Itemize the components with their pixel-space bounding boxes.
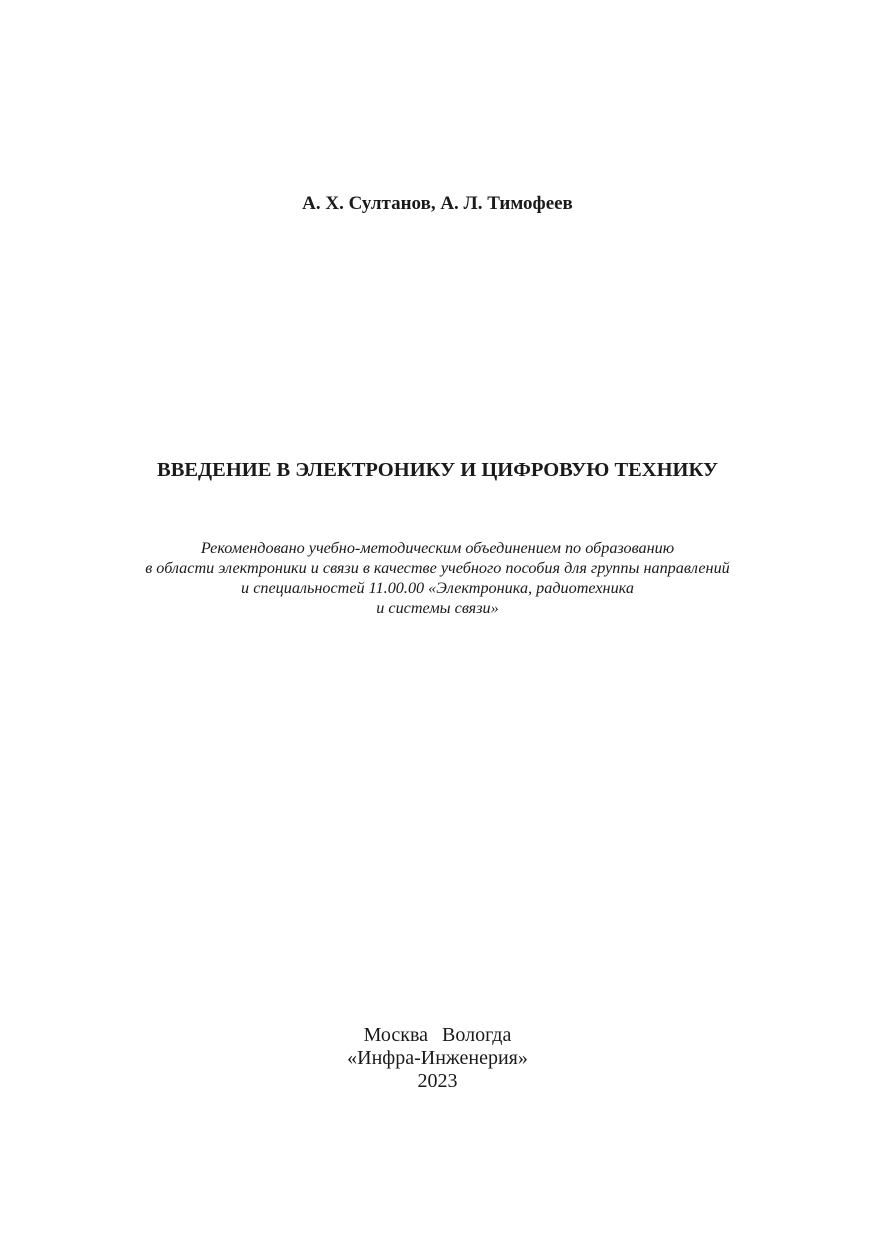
imprint-year: 2023	[417, 1070, 458, 1092]
imprint-city-moscow: Москва	[363, 1024, 429, 1046]
imprint	[0, 1024, 875, 1093]
imprint-cities	[0, 1024, 875, 1047]
recommendation-note	[0, 538, 875, 618]
book-title: ВВЕДЕНИЕ В ЭЛЕКТРОНИКУ И ЦИФРОВУЮ ТЕХНИКУ	[157, 459, 718, 481]
recommendation-line: и системы связи»	[376, 599, 499, 617]
recommendation-line: Рекомендовано учебно-методическим объединением по образованию	[200, 539, 675, 557]
imprint-city-vologda: Вологда	[442, 1024, 512, 1046]
authors: А. Х. Султанов, А. Л. Тимофеев	[302, 193, 573, 214]
recommendation-line: и специальностей 11.00.00 «Электроника, радиотехника	[241, 579, 634, 597]
imprint-publisher: «Инфра-Инженерия»	[347, 1047, 528, 1069]
recommendation-line: в области электроники и связи в качестве учебного пособия для группы направлений	[145, 559, 730, 577]
